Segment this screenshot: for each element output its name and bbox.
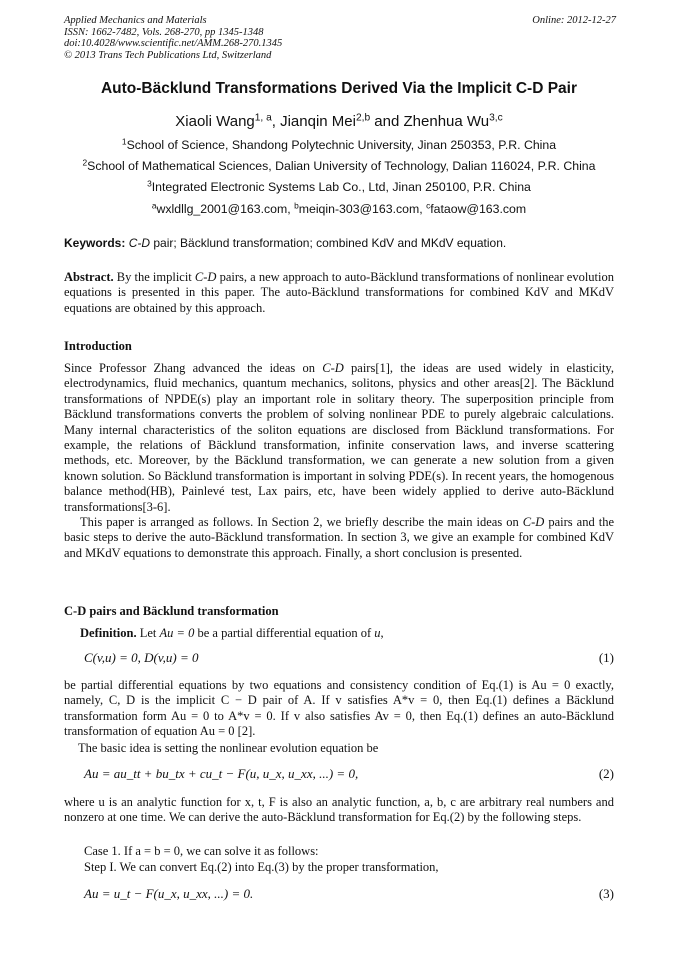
abstract-cd: C-D [194, 270, 217, 284]
author-sup: 2,b [355, 112, 371, 124]
intro-cd: C-D [522, 515, 545, 530]
step-1: Step I. We can convert Eq.(2) into Eq.(3) by the proper transformation, [84, 860, 439, 874]
keywords-cd: C-D [128, 236, 151, 250]
online-date: Online: 2012-12-27 [532, 15, 616, 26]
paper-title: Auto-Bäcklund Transformations Derived Via the Implicit C-D Pair [100, 80, 577, 97]
definition-label: Definition. [80, 626, 137, 640]
intro-text: pairs[1], the ideas are used widely in elasticity, electrodynamics, fluid mechanics, quantum mechanics, solitons, physics and other areas[2]. The Bäcklund transformations of NPDE(s) play an important role in solitary theory. The superposition principle from Bäcklund transformations converts the problem of solving nonlinear PDE to purely algebraic calculations. Many internal characteristics of the soliton equations are disclosed from Bäcklund transformations. For example, the relations of Bäcklund transformation, infinite conservation laws, and inverse scattering methods, etc. Moreover, by the Bäcklund transformation, we can generate a new solution from a given known solution. So Bäcklund transformation is important in solving PDE(s). In recent years, the homogenous balance method(HB), Painlevé test, Lax pairs, etc, have been widely applied to derive auto-Bäcklund transformations[3-6]. [64, 361, 614, 514]
email-line [40, 202, 638, 216]
paragraph-cd-definition: be partial differential equations by two equations and consistency condition of Eq.(1) is Au = 0 exactly, namely, C, D is the implicit C − D pair of A. If v satisfies A*v = 0, then Eq.(1) defines a Bäcklund transformation form Au = 0 to A*v = 0. If v also satisfies Av = 0, then Eq.(1) defines an auto-Bäcklund transformation of equation Au = 0 [2]. [64, 678, 614, 739]
definition-text: Let [136, 626, 160, 640]
issn-line: ISSN: 1662-7482, Vols. 268-270, pp 1345-1348 [64, 26, 264, 38]
affiliation-sup: 2 [82, 157, 88, 168]
email-link[interactable]: fataow@163.com [430, 202, 527, 216]
intro-text: Since Professor Zhang advanced the ideas on [64, 361, 323, 375]
affiliation-text: School of Science, Shandong Polytechnic University, Jinan 250353, P.R. China [126, 138, 557, 152]
author-sup: 1, a [254, 112, 272, 124]
definition-var: u [374, 626, 381, 640]
email-sup: a [151, 200, 157, 211]
copyright-line: © 2013 Trans Tech Publications Ltd, Switzerland [64, 49, 272, 61]
definition-eq: Au = 0 [159, 626, 195, 640]
email-link[interactable]: wxldllg_2001@163.com, [156, 202, 295, 216]
equation-expr: C(v,u) = 0, D(v,u) = 0 [84, 650, 199, 665]
equation-expr: Au = au_tt + bu_tx + cu_t − F(u, u_x, u_xx, ...) = 0, [84, 766, 359, 781]
affiliation-sup: 3 [147, 178, 152, 189]
paragraph-analytic: where u is an analytic function for x, t, F is also an analytic function, a, b, c are arbitrary real numbers and nonzero at one time. We can derive the auto-Bäcklund transformation for Eq.(2) by the following steps. [64, 795, 614, 825]
equation-number: (1) [598, 650, 614, 665]
intro-paragraph-1 [64, 361, 614, 515]
intro-cd: C-D [322, 361, 344, 375]
section-heading-cd-pairs: C-D pairs and Bäcklund transformation [64, 604, 279, 618]
definition-text: be a partial differential equation of [194, 626, 375, 640]
journal-header [64, 15, 616, 61]
doi-line: doi:10.4028/www.scientific.net/AMM.268-270.1345 [64, 38, 283, 49]
definition-line [64, 626, 614, 641]
author-name: Jianqin Mei [280, 113, 356, 130]
affiliation-text: Integrated Electronic Systems Lab Co., Ltd, Jinan 250100, P.R. China [151, 180, 531, 194]
affiliation-1 [40, 138, 638, 152]
author-sep: and [370, 113, 404, 130]
abstract-text: pairs, a new approach to auto-Bäcklund transformations of nonlinear evolution equations is presented in this paper. The auto-Bäcklund transformations for combined KdV and MKdV equations are obtained by this approach. [64, 270, 614, 315]
email-link[interactable]: meiqin-303@163.com, [298, 202, 427, 216]
introduction-body [64, 361, 614, 561]
author-list [40, 113, 638, 130]
equation-number: (2) [598, 766, 614, 781]
abstract [64, 270, 614, 316]
abstract-text: By the implicit [113, 270, 195, 284]
author-sep: , [271, 113, 281, 130]
definition-text: , [380, 626, 384, 640]
author-sup: 3,c [489, 112, 503, 124]
affiliation-2 [40, 159, 638, 173]
author-name: Xiaoli Wang [175, 113, 255, 130]
intro-paragraph-2 [64, 515, 614, 561]
journal-name: Applied Mechanics and Materials [64, 15, 207, 26]
affiliation-text: School of Mathematical Sciences, Dalian University of Technology, Dalian 116024, P.R. China [87, 159, 596, 173]
intro-text: pairs and the basic steps to derive the auto-Bäcklund transformation. In section 3, we give an example for combined KdV and MKdV equations to demonstrate this approach. Finally, a short conclusion is presented. [64, 515, 614, 560]
keywords [64, 236, 624, 250]
equation-expr: Au = u_t − F(u_x, u_xx, ...) = 0. [84, 886, 254, 901]
affiliation-sup: 1 [121, 136, 127, 147]
section-heading-introduction: Introduction [64, 339, 132, 353]
email-sup: c [426, 200, 431, 211]
intro-text: This paper is arranged as follows. In Section 2, we briefly describe the main ideas on [80, 515, 523, 530]
keywords-text: pair; Bäcklund transformation; combined KdV and MKdV equation. [150, 236, 507, 250]
abstract-label: Abstract. [64, 270, 114, 284]
equation-number: (3) [598, 886, 614, 901]
affiliation-3 [40, 180, 638, 194]
email-sup: b [294, 200, 299, 211]
keywords-label: Keywords: [64, 236, 126, 250]
author-name: Zhenhua Wu [403, 113, 490, 130]
case-1: Case 1. If a = b = 0, we can solve it as follows: [84, 844, 319, 858]
paragraph-basic-idea: The basic idea is setting the nonlinear evolution equation be [78, 741, 379, 755]
